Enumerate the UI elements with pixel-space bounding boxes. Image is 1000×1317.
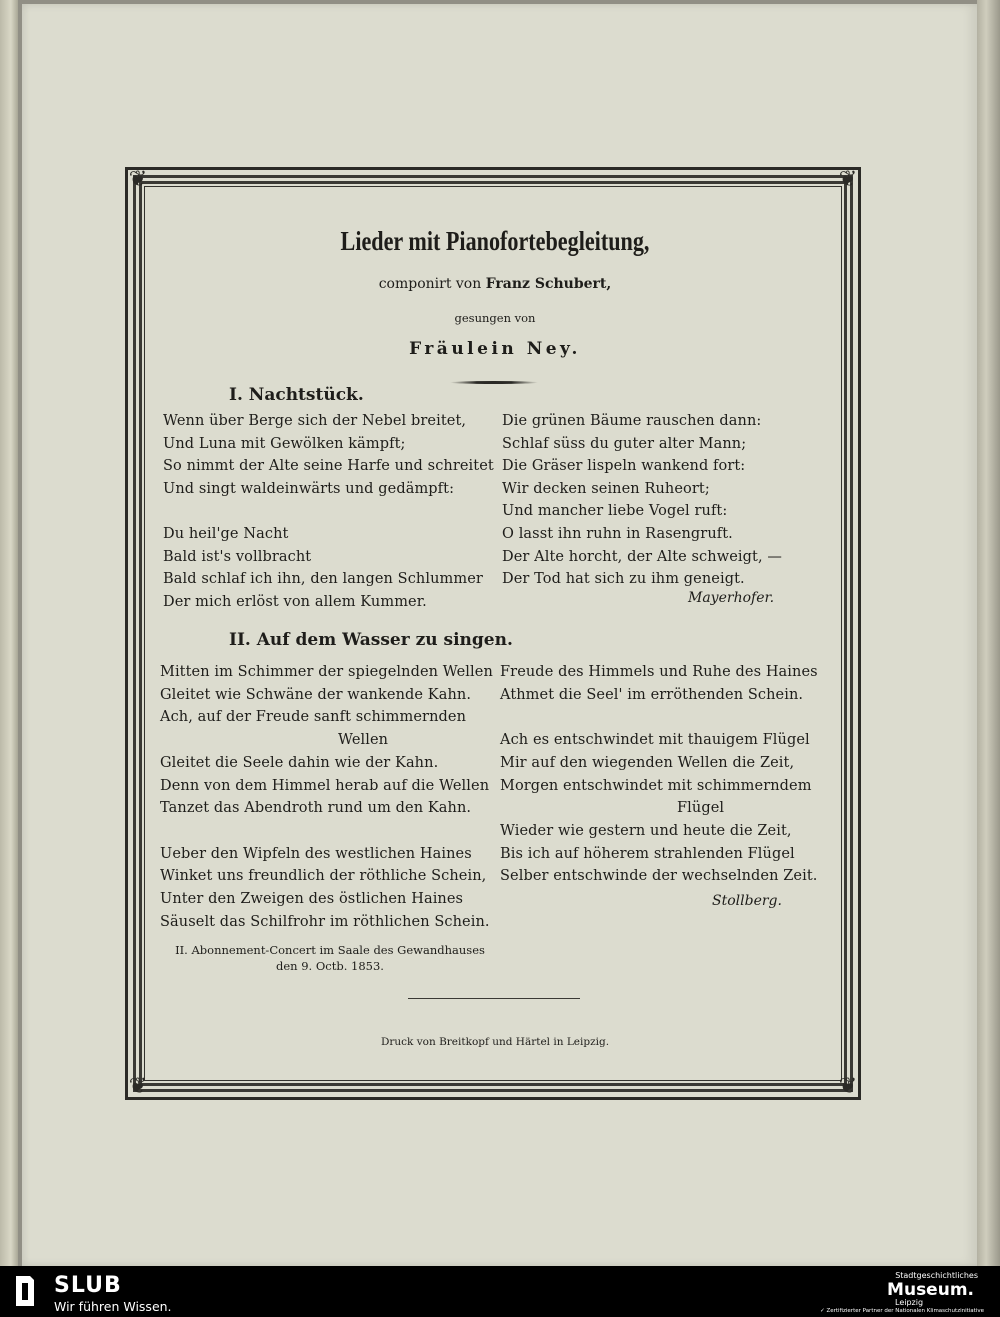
slub-tagline: Wir führen Wissen. <box>54 1299 172 1314</box>
poem-line: Und mancher liebe Vogel ruft: <box>502 503 728 520</box>
poem-line: Athmet die Seel' im erröthenden Schein. <box>500 686 804 703</box>
poem-line: Flügel <box>677 800 725 817</box>
poem-line: Gleitet wie Schwäne der wankende Kahn. <box>160 686 472 703</box>
composer-prefix: componirt von <box>378 276 486 292</box>
poem-line: Ueber den Wipfeln des westlichen Haines <box>160 845 472 862</box>
poem-line: Morgen entschwindet mit schimmerndem <box>500 777 812 794</box>
song2-author: Stollberg. <box>712 893 782 909</box>
corner-ornament-icon: ❦ <box>838 167 858 192</box>
poem-line: Wellen <box>338 732 389 749</box>
concert-info-line1: II. Abonnement-Concert im Saale des Gewandhauses <box>175 943 485 957</box>
poem-line: Der Tod hat sich zu ihm geneigt. <box>502 571 745 588</box>
poem-line: Bald ist's vollbracht <box>163 548 312 565</box>
poem-line: Wieder wie gestern und heute die Zeit, <box>500 822 792 839</box>
corner-ornament-icon: ❦ <box>128 167 148 192</box>
song1-author: Mayerhofer. <box>688 590 775 606</box>
poem-line: Unter den Zweigen des östlichen Haines <box>160 891 464 907</box>
poem-line: Freude des Himmels und Ruhe des Haines <box>500 664 818 680</box>
decorative-rule <box>450 381 538 384</box>
poem-line: Der mich erlöst von allem Kummer. <box>163 593 427 610</box>
museum-subtitle: Stadtgeschichtliches <box>895 1271 978 1280</box>
poem-line: Tanzet das Abendroth rund um den Kahn. <box>160 800 472 817</box>
footer-bar <box>0 1266 1000 1317</box>
poem-line: Bald schlaf ich ihn, den langen Schlummer <box>163 571 483 588</box>
singer-name: Fräulein Ney. <box>409 339 581 359</box>
composer-line <box>180 276 810 292</box>
concert-info-line2: den 9. Octb. 1853. <box>276 959 384 973</box>
poem-line: Und singt waldeinwärts und gedämpft: <box>163 480 455 497</box>
next-page-edge <box>977 0 1000 1266</box>
poem-line: Winket uns freundlich der röthliche Schein, <box>160 868 487 885</box>
poem-line: Ach, auf der Freude sanft schimmernden <box>160 709 467 726</box>
song1-heading: I. Nachtstück. <box>229 385 364 405</box>
museum-note: ✓ Zertifizierter Partner der Nationalen Klimaschutzinitiative <box>820 1308 984 1314</box>
slub-name[interactable]: SLUB <box>54 1273 122 1298</box>
museum-name[interactable]: Museum. <box>887 1280 974 1300</box>
corner-ornament-icon: ❦ <box>128 1074 148 1099</box>
poem-line: O lasst ihn ruhn in Rasengruft. <box>502 526 733 542</box>
document-title: Lieder mit Pianofortebegleitung, <box>340 226 650 256</box>
poem-line: Du heil'ge Nacht <box>163 526 289 542</box>
poem-line: Gleitet die Seele dahin wie der Kahn. <box>160 754 439 771</box>
poem-line: Ach es entschwindet mit thauigem Flügel <box>500 732 810 749</box>
poem-line: Der Alte horcht, der Alte schweigt, — <box>502 548 782 565</box>
corner-ornament-icon: ❦ <box>838 1074 858 1099</box>
printer-imprint: Druck von Breitkopf und Härtel in Leipzig. <box>380 1036 610 1048</box>
poem-line: Säuselt das Schilfrohr im röthlichen Schein. <box>160 913 490 930</box>
divider-rule <box>408 998 580 999</box>
poem-line: Wir decken seinen Ruheort; <box>502 480 710 497</box>
poem-line: Die grünen Bäume rauschen dann: <box>502 413 762 429</box>
slub-logo-icon <box>12 1274 38 1308</box>
poem-line: Mir auf den wiegenden Wellen die Zeit, <box>500 754 795 771</box>
sung-by-line: gesungen von <box>454 311 536 325</box>
poem-line: Wenn über Berge sich der Nebel breitet, <box>163 413 467 429</box>
poem-line: Bis ich auf höherem strahlenden Flügel <box>500 845 795 862</box>
poem-line: Die Gräser lispeln wankend fort: <box>502 458 746 475</box>
poem-line: Denn von dem Himmel herab auf die Wellen <box>160 777 490 794</box>
poem-line: Mitten im Schimmer der spiegelnden Wellen <box>160 664 493 680</box>
composer-name: Franz Schubert, <box>485 276 612 292</box>
poem-line: Selber entschwinde der wechselnden Zeit. <box>500 868 818 885</box>
poem-line: So nimmt der Alte seine Harfe und schreitet <box>163 458 494 475</box>
poem-line: Schlaf süss du guter alter Mann; <box>502 435 747 452</box>
poem-line: Und Luna mit Gewölken kämpft; <box>163 435 406 452</box>
museum-city: Leipzig <box>895 1298 924 1307</box>
song2-heading: II. Auf dem Wasser zu singen. <box>229 630 513 650</box>
previous-page-edge <box>0 0 18 1266</box>
